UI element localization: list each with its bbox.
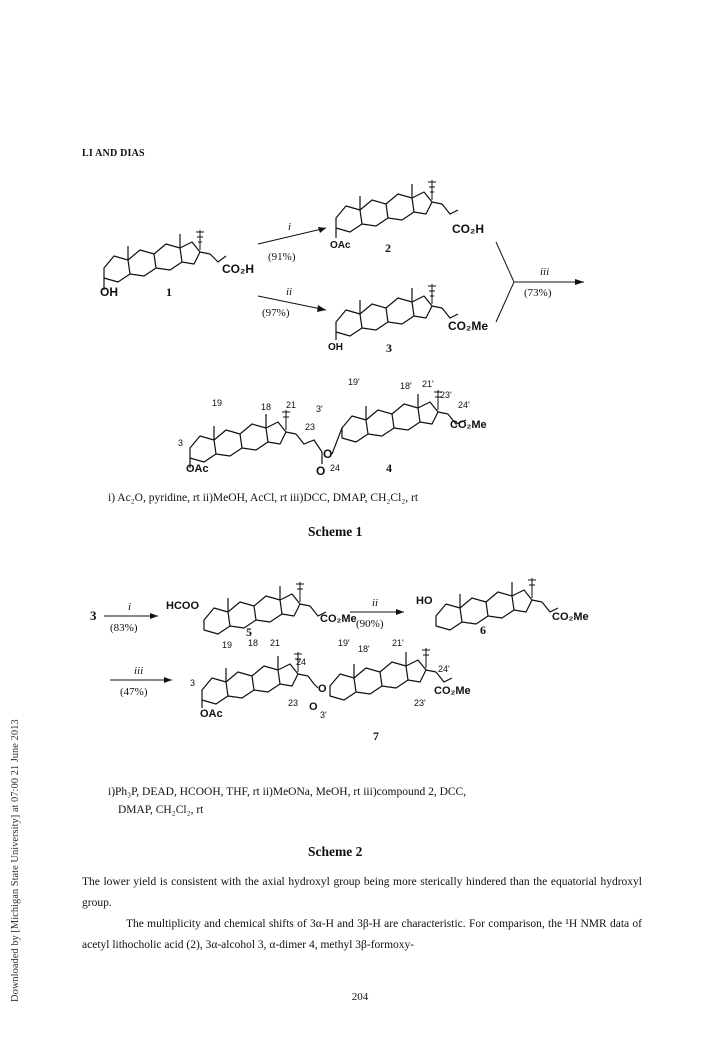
svg-text:24': 24' [438,664,450,674]
compound-1-oh: OH [100,285,118,299]
svg-text:21: 21 [286,400,297,410]
compound-4-oac: OAc [186,463,209,475]
compound-5-label: 5 [246,625,252,639]
arrow-iii-step: iii [540,266,550,278]
compound-6-ho: HO [416,595,433,607]
scheme-2-graphic [0,560,720,770]
svg-text:23: 23 [288,698,299,708]
svg-text:18: 18 [248,638,259,648]
arrow-ii-yield: (97%) [262,307,290,319]
compound-7-co2me: CO₂Me [434,685,471,697]
arrow-i-yield: (91%) [268,251,296,263]
scheme-1-title: Scheme 1 [308,524,363,539]
scheme-2-arrow-iii-yield: (47%) [120,686,148,698]
compound-4-label: 4 [386,461,392,475]
body-paragraph-1: The lower yield is consistent with the axial hydroxyl group being more sterically hindered than the equatorial hydroxyl group. [82,876,642,909]
svg-text:21': 21' [392,638,404,648]
compound-7-ester-o: O [318,683,327,695]
compound-5-co2me: CO₂Me [320,613,357,625]
compound-1-co2h: CO₂H [222,262,254,276]
scheme-2-title: Scheme 2 [308,844,363,859]
compound-7-label: 7 [373,729,379,743]
compound-4-ester-o: O [323,447,333,461]
compound-3-label: 3 [386,341,392,355]
svg-text:23': 23' [440,390,452,400]
svg-text:3: 3 [178,438,184,448]
compound-6-structure [436,578,558,630]
scheme-2-reagents-line-2: DMAP, CH₂Cl₂, rt [118,804,204,816]
scheme-1-reagents: i) Ac₂O, pyridine, rt ii)MeOH, AcCl, rt iii)DCC, DMAP, CH₂Cl₂, rt [108,492,419,504]
compound-2-structure [336,180,458,238]
running-head: LI AND DIAS [82,148,145,159]
scheme-2-arrow-ii-step: ii [372,597,379,609]
download-note: Downloaded by [Michigan State University] at 07:00 21 June 2013 [10,719,21,1002]
svg-text:18: 18 [261,402,272,412]
svg-text:18': 18' [358,644,370,654]
page-number: 204 [351,991,369,1003]
arrow-iii-brace [496,242,514,322]
compound-3-structure [336,284,458,340]
svg-text:19: 19 [212,398,223,408]
scheme-2-arrow-iii-step: iii [134,665,144,677]
svg-text:19': 19' [348,377,360,387]
compound-7-oac: OAc [200,708,223,720]
svg-text:18': 18' [400,381,412,391]
compound-4-carbonyl-o: O [316,464,326,478]
compound-6-label: 6 [480,623,486,637]
svg-text:23: 23 [305,422,316,432]
svg-text:24': 24' [458,400,470,410]
scheme-2-start-label: 3 [90,608,97,623]
compound-6-co2me: CO₂Me [552,611,589,623]
compound-3-oh: OH [328,342,343,353]
arrow-i-step: i [288,221,292,233]
svg-text:3': 3' [316,404,323,414]
svg-text:3: 3 [190,678,196,688]
svg-text:21: 21 [270,638,281,648]
compound-2-label: 2 [385,241,391,255]
compound-7-carbonyl-o: O [309,701,318,713]
svg-text:23': 23' [414,698,426,708]
svg-text:24: 24 [330,463,341,473]
arrow-iii-yield: (73%) [524,287,552,299]
compound-1-label: 1 [166,285,172,299]
svg-text:21': 21' [422,379,434,389]
svg-text:19': 19' [338,638,350,648]
scheme-2-reagents-line-1: i)Ph₃P, DEAD, HCOOH, THF, rt ii)MeONa, MeOH, rt iii)compound 2, DCC, [108,786,467,798]
svg-text:3': 3' [320,710,327,720]
scheme-2-arrow-i-yield: (83%) [110,622,138,634]
compound-2-oac: OAc [330,240,351,251]
svg-text:19: 19 [222,640,233,650]
scheme-2-arrow-i-step: i [128,601,132,613]
compound-5-hcoo: HCOO [166,600,199,612]
compound-1-structure [104,230,226,290]
compound-2-co2h: CO₂H [452,222,484,236]
svg-text:24: 24 [296,657,307,667]
scheme-2-arrow-ii-yield: (90%) [356,618,384,630]
compound-4-co2me: CO₂Me [450,419,487,431]
arrow-ii-step: ii [286,286,293,298]
compound-5-structure [204,582,326,634]
body-paragraph-2: The multiplicity and chemical shifts of 3α-H and 3β-H are characteristic. For comparison, the ¹H NMR data of acetyl lithocholic acid (2), 3α-alcohol 3, α-dimer 4, methyl 3β-formoxy- [82,918,642,951]
compound-3-co2me: CO₂Me [448,319,489,333]
arrow-i [258,228,326,244]
